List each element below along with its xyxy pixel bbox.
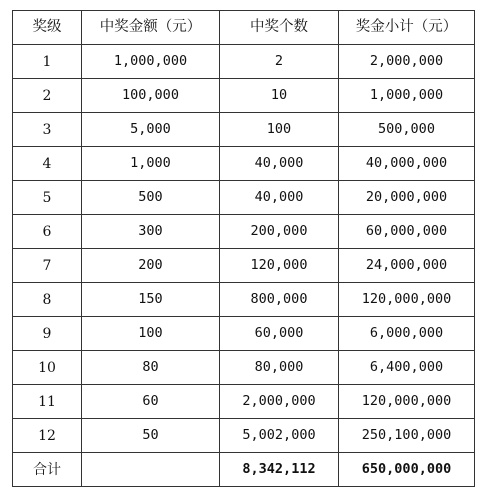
cell-level: 10: [13, 351, 82, 385]
cell-level: 3: [13, 113, 82, 147]
cell-amount: 300: [82, 215, 220, 249]
total-count: 8,342,112: [220, 453, 339, 487]
cell-subtotal: 2,000,000: [339, 45, 475, 79]
table-row: [13, 113, 475, 147]
cell-level: 2: [13, 79, 82, 113]
cell-level: 9: [13, 317, 82, 351]
cell-count: 80,000: [220, 351, 339, 385]
cell-amount: 60: [82, 385, 220, 419]
cell-subtotal: 500,000: [339, 113, 475, 147]
cell-amount: 1,000: [82, 147, 220, 181]
cell-subtotal: 6,000,000: [339, 317, 475, 351]
header-subtotal: 奖金小计（元）: [339, 11, 475, 45]
table-row: [13, 351, 475, 385]
cell-count: 40,000: [220, 181, 339, 215]
cell-level: 6: [13, 215, 82, 249]
cell-level: 8: [13, 283, 82, 317]
cell-count: 200,000: [220, 215, 339, 249]
cell-amount: 200: [82, 249, 220, 283]
table-row: [13, 283, 475, 317]
cell-amount: 5,000: [82, 113, 220, 147]
cell-amount: 50: [82, 419, 220, 453]
cell-count: 800,000: [220, 283, 339, 317]
total-label: 合计: [13, 453, 82, 487]
table-row: [13, 45, 475, 79]
cell-level: 1: [13, 45, 82, 79]
header-winner-count: 中奖个数: [220, 11, 339, 45]
cell-count: 2,000,000: [220, 385, 339, 419]
cell-count: 5,002,000: [220, 419, 339, 453]
total-amount-empty: [82, 453, 220, 487]
table-row: [13, 181, 475, 215]
cell-count: 60,000: [220, 317, 339, 351]
cell-level: 7: [13, 249, 82, 283]
cell-subtotal: 1,000,000: [339, 79, 475, 113]
total-subtotal: 650,000,000: [339, 453, 475, 487]
cell-level: 4: [13, 147, 82, 181]
cell-level: 5: [13, 181, 82, 215]
table-row: [13, 317, 475, 351]
cell-subtotal: 40,000,000: [339, 147, 475, 181]
cell-level: 11: [13, 385, 82, 419]
header-prize-amount: 中奖金额（元）: [82, 11, 220, 45]
table-row: [13, 385, 475, 419]
cell-subtotal: 120,000,000: [339, 385, 475, 419]
cell-count: 100: [220, 113, 339, 147]
cell-subtotal: 6,400,000: [339, 351, 475, 385]
header-prize-level: 奖级: [13, 11, 82, 45]
table-total-row: [13, 453, 475, 487]
cell-amount: 500: [82, 181, 220, 215]
cell-amount: 80: [82, 351, 220, 385]
cell-count: 40,000: [220, 147, 339, 181]
cell-amount: 1,000,000: [82, 45, 220, 79]
cell-count: 2: [220, 45, 339, 79]
table-row: [13, 215, 475, 249]
cell-subtotal: 24,000,000: [339, 249, 475, 283]
cell-amount: 100: [82, 317, 220, 351]
cell-subtotal: 20,000,000: [339, 181, 475, 215]
prize-table: [12, 10, 475, 487]
cell-amount: 100,000: [82, 79, 220, 113]
cell-subtotal: 250,100,000: [339, 419, 475, 453]
table-row: [13, 419, 475, 453]
table-row: [13, 79, 475, 113]
cell-level: 12: [13, 419, 82, 453]
cell-subtotal: 60,000,000: [339, 215, 475, 249]
table-row: [13, 147, 475, 181]
cell-count: 10: [220, 79, 339, 113]
cell-amount: 150: [82, 283, 220, 317]
table-header-row: [13, 11, 475, 45]
cell-subtotal: 120,000,000: [339, 283, 475, 317]
cell-count: 120,000: [220, 249, 339, 283]
table-row: [13, 249, 475, 283]
